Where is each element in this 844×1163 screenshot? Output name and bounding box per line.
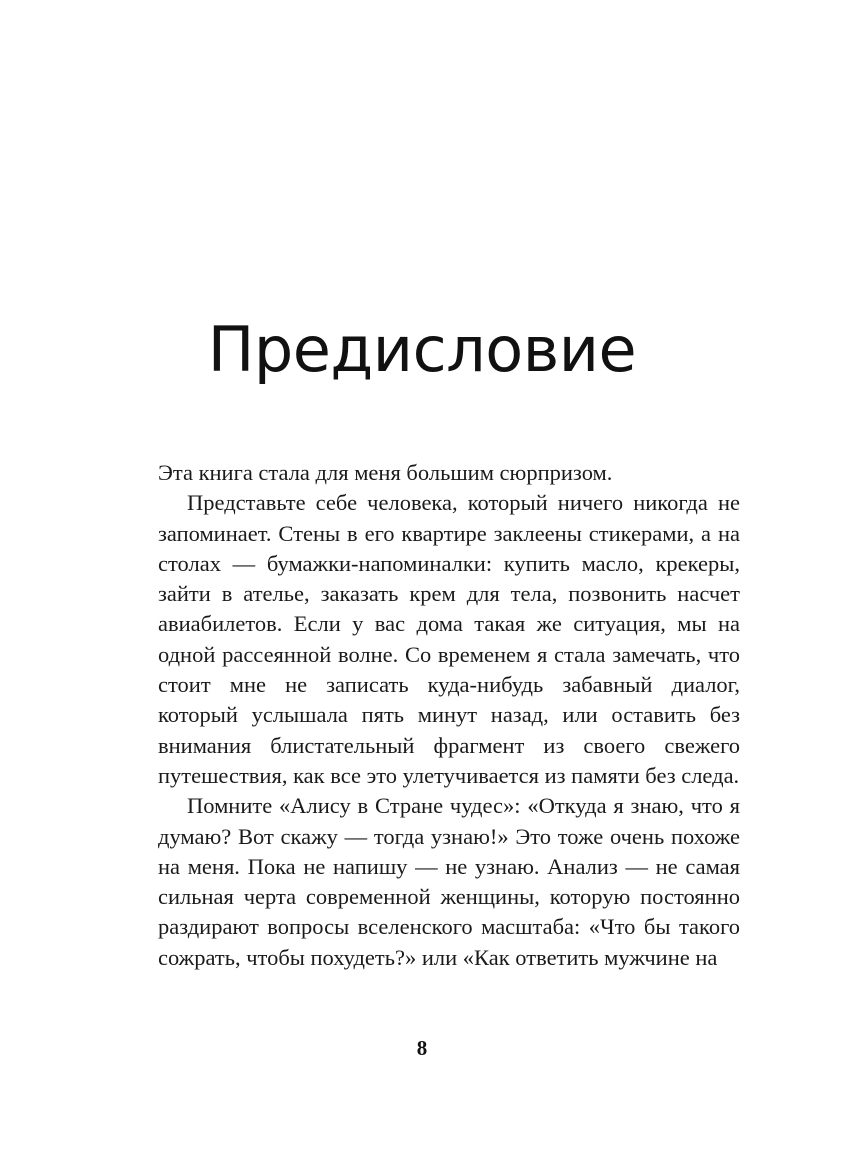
paragraph-1: Эта книга стала для меня большим сюрпризом.	[158, 460, 613, 485]
paragraph-2: Представьте себе человека, который ничего никогда не запоминает. Стены в его квартире заклеены стикерами, а на столах — бумажки-напоминалки: купить масло, крекеры, зайти в ателье, заказать крем для тела, позвонить насчет авиабилетов. Если у вас дома такая же ситуация, мы на одной рассеянной волне. Со временем я стала замечать, что стоит мне не записать куда-нибудь забавный диалог, который услышала пять минут назад, или оставить без внимания блистательный фрагмент из своего свежего путешествия, как все это улетучивается из памяти без следа.	[158, 490, 740, 788]
paragraph-3: Помните «Алису в Стране чудес»: «Откуда я знаю, что я думаю? Вот скажу — тогда узнаю!» Это тоже очень похоже на меня. Пока не напишу — не узнаю. Анализ — не самая сильная черта современной женщины, которую постоянно раздирают вопросы вселенского масштаба: «Что бы такого сожрать, чтобы похудеть?» или «Как ответить мужчине на	[158, 793, 740, 970]
chapter-title: Предисловие	[207, 313, 637, 386]
page-number: 8	[416, 1036, 428, 1060]
chapter-body	[158, 458, 740, 973]
